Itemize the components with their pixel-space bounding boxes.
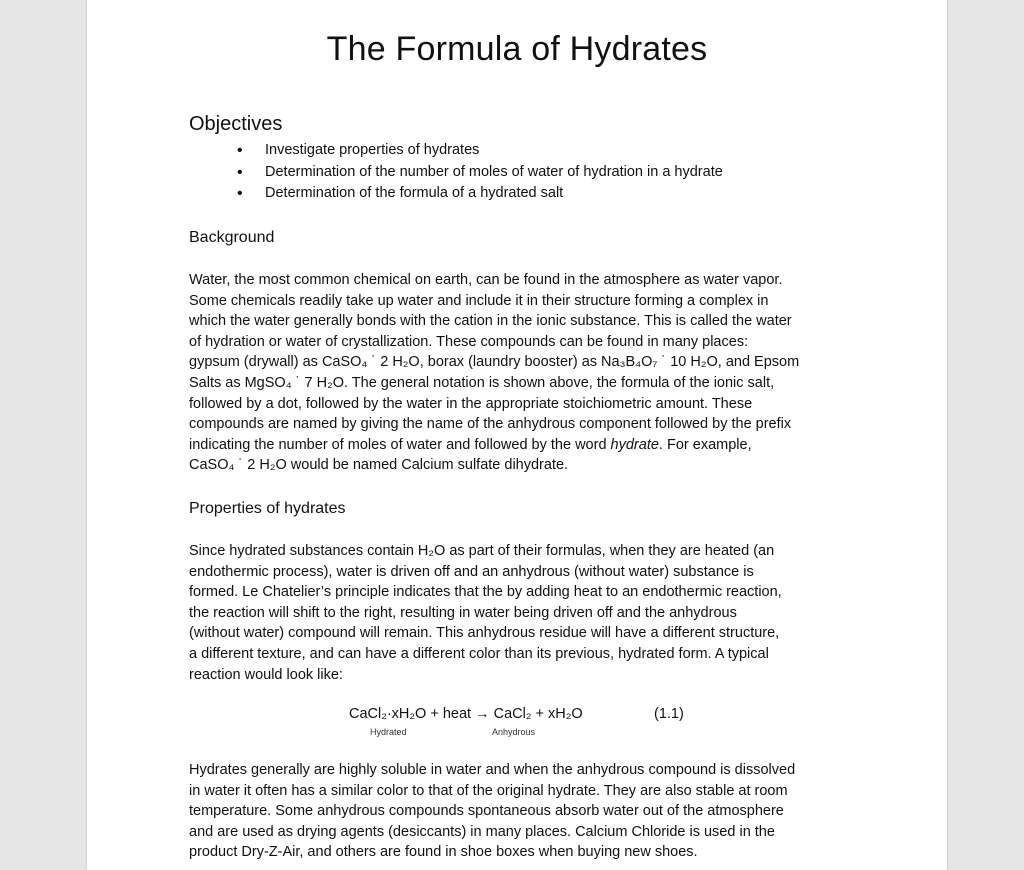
- document-page: [87, 0, 947, 870]
- paragraph-line: a different texture, and can have a different color than its previous, hydrated form. A typical: [189, 645, 769, 662]
- paragraph-line: Some chemicals readily take up water and include it in their structure forming a complex in: [189, 292, 769, 309]
- paragraph-line: Hydrates generally are highly soluble in water and when the anhydrous compound is dissolved: [189, 762, 796, 778]
- paragraph-line: gypsum (drywall) as CaSO₄ ˙ 2 H₂O, borax (laundry booster) as Na₃B₄O₇ ˙ 10 H₂O, and Epsom: [189, 354, 800, 371]
- paragraph-line: in water it often has a similar color to that of the original hydrate. They are also stable at room: [189, 782, 788, 799]
- paragraph-line: indicating the number of moles of water and followed by the word hydrate. For example,: [189, 436, 752, 453]
- paragraph-line: Water, the most common chemical on earth, can be found in the atmosphere as water vapor.: [189, 272, 783, 288]
- objectives-list: [237, 140, 723, 205]
- paragraph-line: product Dry-Z-Air, and others are found in shoe boxes when buying new shoes.: [189, 844, 698, 861]
- paragraph-line: which the water generally bonds with the cation in the ionic substance. This is called the water: [189, 313, 792, 330]
- paragraph-line: reaction would look like:: [189, 666, 343, 683]
- paragraph-line: CaSO₄ ˙ 2 H₂O would be named Calcium sulfate dihydrate.: [189, 457, 569, 474]
- paragraph-line: followed by a dot, followed by the water in the appropriate stoichiometric amount. These: [189, 395, 753, 412]
- paragraph-line: endothermic process), water is driven off and an anhydrous (without water) substance is: [189, 563, 754, 580]
- paragraph-line: compounds are named by giving the name of the anhydrous component followed by the prefix: [189, 416, 792, 433]
- properties-heading: Properties of hydrates: [189, 500, 346, 517]
- objectives-heading: Objectives: [189, 113, 283, 135]
- paragraph-line: Since hydrated substances contain H₂O as part of their formulas, when they are heated (an: [189, 543, 775, 559]
- closing-paragraph: [189, 760, 854, 863]
- reaction-equation: CaCl₂·xH₂O + heat → CaCl₂ + xH₂O: [349, 706, 583, 722]
- emphasis-hydrate: hydrate: [610, 436, 659, 453]
- paragraph-line: and are used as drying agents (desiccants) in many places. Calcium Chloride is used in the: [189, 823, 775, 840]
- paragraph-line: formed. Le Chatelier’s principle indicates that the by adding heat to an endothermic reaction,: [189, 584, 782, 601]
- hydrated-label: Hydrated: [370, 727, 407, 737]
- paragraph-line: Salts as MgSO₄ ˙ 7 H₂O. The general notation is shown above, the formula of the ionic salt,: [189, 374, 775, 391]
- background-heading: Background: [189, 229, 275, 246]
- list-item: • Investigate properties of hydrates: [237, 140, 723, 162]
- paragraph-line: (without water) compound will remain. This anhydrous residue will have a different structure,: [189, 625, 780, 642]
- paragraph-line: temperature. Some anhydrous compounds spontaneous absorb water out of the atmosphere: [189, 803, 784, 820]
- list-item: • Determination of the formula of a hydrated salt: [237, 183, 723, 205]
- anhydrous-label: Anhydrous: [492, 727, 536, 737]
- paragraph-line: of hydration or water of crystallization. These compounds can be found in many places:: [189, 333, 749, 350]
- paragraph-line: the reaction will shift to the right, resulting in water being driven off and the anhydrous: [189, 604, 737, 621]
- equation-number: (1.1): [654, 706, 684, 722]
- page-title: The Formula of Hydrates: [326, 30, 708, 68]
- list-item: • Determination of the number of moles of water of hydration in a hydrate: [237, 162, 723, 184]
- properties-paragraph: [189, 541, 854, 685]
- background-paragraph: [189, 270, 854, 476]
